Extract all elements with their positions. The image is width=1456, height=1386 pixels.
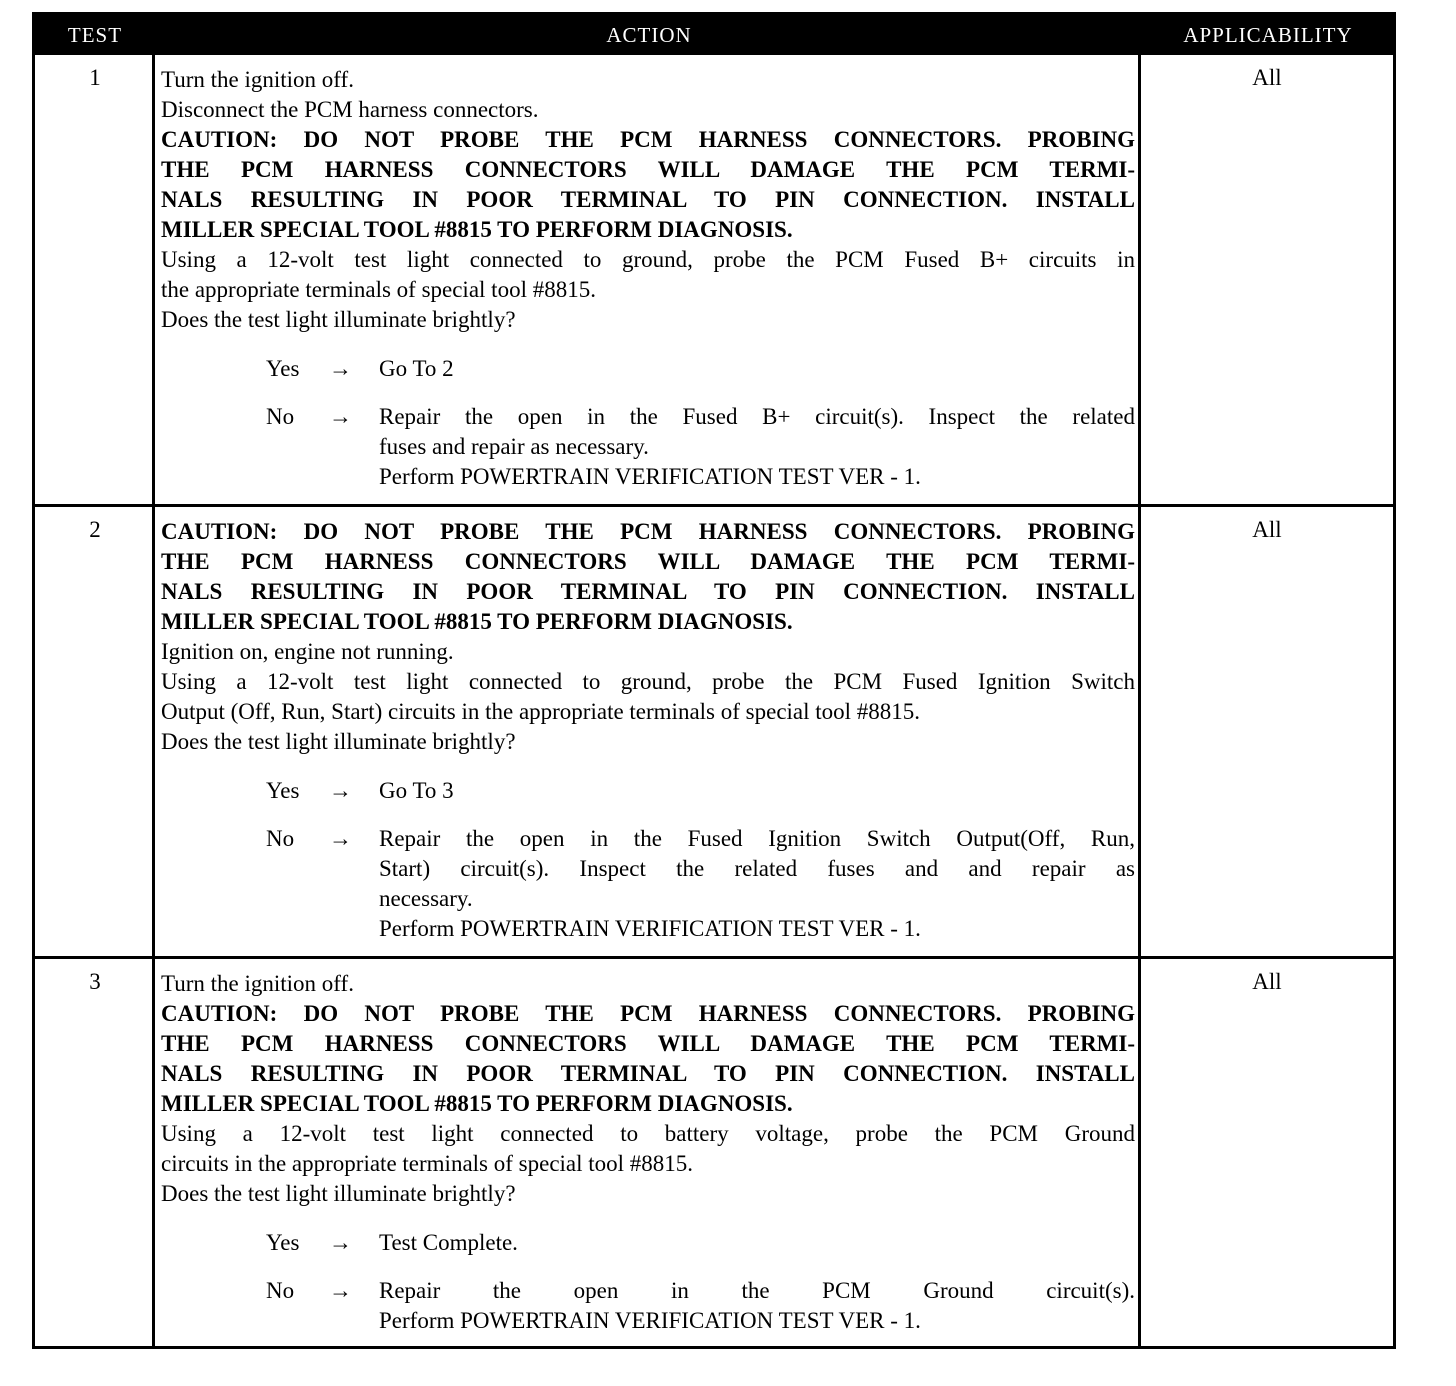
applicability-value: All — [1252, 65, 1282, 90]
instruction-line: Turn the ignition off. — [161, 67, 354, 92]
caution-line: CAUTION: DO NOT PROBE THE PCM HARNESS CONNECTORS. PROBING — [161, 127, 1135, 152]
test-number: 3 — [89, 969, 101, 994]
instruction-line: Disconnect the PCM harness connectors. — [161, 97, 539, 122]
table-row — [35, 956, 1393, 1346]
caution-line: THE PCM HARNESS CONNECTORS WILL DAMAGE THE PCM TERMI- — [161, 157, 1135, 182]
caution-line: THE PCM HARNESS CONNECTORS WILL DAMAGE THE PCM TERMI- — [161, 1031, 1135, 1056]
instruction-line: Using a 12-volt test light connected to ground, probe the PCM Fused B+ circuits in — [161, 247, 1135, 272]
applicability-value: All — [1252, 969, 1282, 994]
header-test: TEST — [67, 23, 123, 47]
result-line: Perform POWERTRAIN VERIFICATION TEST VER - 1. — [379, 464, 921, 489]
yes-result — [379, 1228, 1135, 1258]
table-row — [35, 55, 1393, 507]
arrow-right-icon: → — [329, 1230, 352, 1255]
result-line: Repair the open in the Fused B+ circuit(s). Inspect the related — [379, 404, 1135, 429]
result-line: Repair the open in the PCM Ground circuit(s). — [379, 1278, 1135, 1303]
yes-result — [379, 776, 1135, 806]
header-applicability: APPLICABILITY — [1183, 23, 1353, 47]
yes-result — [379, 354, 1135, 384]
instruction-line: Using a 12-volt test light connected to battery voltage, probe the PCM Ground — [161, 1121, 1135, 1146]
instruction-line: Turn the ignition off. — [161, 971, 354, 996]
no-label: No — [266, 826, 295, 851]
caution-line: CAUTION: DO NOT PROBE THE PCM HARNESS CONNECTORS. PROBING — [161, 1001, 1135, 1026]
result-line: Go To 3 — [379, 778, 454, 803]
test-number: 1 — [89, 65, 101, 90]
no-result — [379, 402, 1135, 492]
arrow-right-icon: → — [329, 826, 352, 851]
result-line: Start) circuit(s). Inspect the related fuses and and repair as — [379, 856, 1135, 881]
instruction-line: Output (Off, Run, Start) circuits in the appropriate terminals of special tool #8815. — [161, 699, 921, 724]
caution-line: CAUTION: DO NOT PROBE THE PCM HARNESS CONNECTORS. PROBING — [161, 519, 1135, 544]
instruction-line: circuits in the appropriate terminals of special tool #8815. — [161, 1151, 694, 1176]
caution-line: NALS RESULTING IN POOR TERMINAL TO PIN CONNECTION. INSTALL — [161, 1061, 1135, 1086]
no-result — [379, 824, 1135, 944]
no-branch — [161, 402, 1135, 492]
test-number: 2 — [89, 517, 101, 542]
yes-branch — [161, 776, 1135, 806]
yes-branch — [161, 1228, 1135, 1258]
instruction-line: Using a 12-volt test light connected to ground, probe the PCM Fused Ignition Switch — [161, 669, 1135, 694]
arrow-right-icon: → — [329, 404, 352, 429]
arrow-right-icon: → — [329, 778, 352, 803]
caution-line: NALS RESULTING IN POOR TERMINAL TO PIN CONNECTION. INSTALL — [161, 579, 1135, 604]
no-label: No — [266, 404, 295, 429]
caution-line: NALS RESULTING IN POOR TERMINAL TO PIN CONNECTION. INSTALL — [161, 187, 1135, 212]
diagnostic-table — [32, 12, 1396, 1349]
arrow-right-icon: → — [329, 1278, 352, 1303]
no-branch — [161, 1276, 1135, 1336]
instruction-line: the appropriate terminals of special tool #8815. — [161, 277, 596, 302]
action-cell — [161, 55, 1135, 492]
caution-line: THE PCM HARNESS CONNECTORS WILL DAMAGE THE PCM TERMI- — [161, 549, 1135, 574]
table-row — [35, 504, 1393, 956]
caution-line: MILLER SPECIAL TOOL #8815 TO PERFORM DIAGNOSIS. — [161, 609, 793, 634]
action-cell — [161, 959, 1135, 1336]
header-action: ACTION — [606, 23, 692, 47]
instruction-line: Does the test light illuminate brightly? — [161, 729, 516, 754]
result-line: Perform POWERTRAIN VERIFICATION TEST VER - 1. — [379, 916, 921, 941]
applicability-value: All — [1252, 517, 1282, 542]
caution-line: MILLER SPECIAL TOOL #8815 TO PERFORM DIAGNOSIS. — [161, 1091, 793, 1116]
instruction-line: Does the test light illuminate brightly? — [161, 1181, 516, 1206]
yes-label: Yes — [266, 356, 300, 381]
instruction-line: Does the test light illuminate brightly? — [161, 307, 516, 332]
yes-label: Yes — [266, 1230, 300, 1255]
yes-label: Yes — [266, 778, 300, 803]
yes-branch — [161, 354, 1135, 384]
table-header — [35, 15, 1393, 55]
result-line: Go To 2 — [379, 356, 454, 381]
caution-line: MILLER SPECIAL TOOL #8815 TO PERFORM DIAGNOSIS. — [161, 217, 793, 242]
arrow-right-icon: → — [329, 356, 352, 381]
result-line: Perform POWERTRAIN VERIFICATION TEST VER - 1. — [379, 1308, 921, 1333]
no-branch — [161, 824, 1135, 944]
result-line: Repair the open in the Fused Ignition Switch Output(Off, Run, — [379, 826, 1135, 851]
result-line: Test Complete. — [379, 1230, 518, 1255]
action-cell — [161, 507, 1135, 944]
result-line: necessary. — [379, 886, 473, 911]
instruction-line: Ignition on, engine not running. — [161, 639, 454, 664]
no-label: No — [266, 1278, 295, 1303]
no-result — [379, 1276, 1135, 1336]
result-line: fuses and repair as necessary. — [379, 434, 649, 459]
